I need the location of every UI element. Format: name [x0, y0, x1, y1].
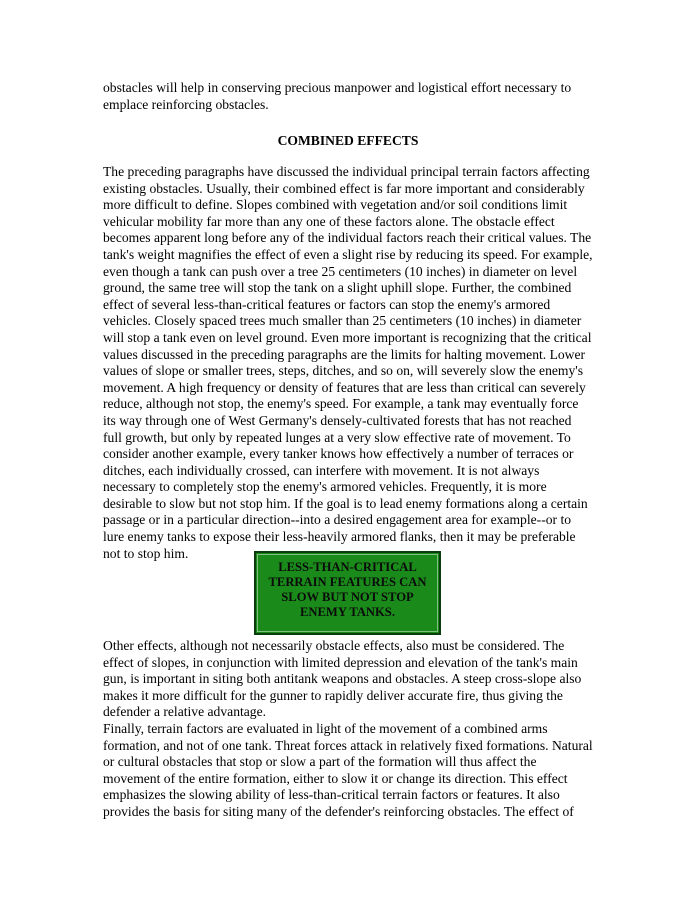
intro-paragraph: obstacles will help in conserving precious manpower and logistical effort necessary to emplace reinforcing obstacles.	[103, 80, 572, 112]
combined-effects-paragraph: The preceding paragraphs have discussed the individual principal terrain factors affecting existing obstacles. Usually, their combined effect is far more important and considerably more difficult to define. Slopes combined with vegetation and/or soil conditions limit vehicular mobility far more than any one of these factors alone. The obstacle effect becomes apparent long before any of the individual factors reach their critical values. The tank's weight magnifies the effect of even a slight rise by reducing its speed. For example, even though a tank can push over a tree 25 centimeters (10 inches) in diameter on level ground, the same tree will stop the tank on a slight uphill slope. Further, the combined effect of several less-than-critical features or factors can stop the enemy's armored vehicles. Closely spaced trees much smaller than 25 centimeters (10 inches) in diameter will stop a tank even on level ground. Even more important is recognizing that the critical values discussed in the preceding paragraphs are the limits for halting movement. Lower values of slope or smaller trees, steps, ditches, and so on, will severely slow the enemy's movement. A high frequency or density of features that are less than critical can severely reduce, although not stop, the enemy's speed. For example, a tank may eventually force its way through one of West Germany's densely-cultivated forests that has not reached full growth, but only by repeated lunges at a very slow effective rate of movement. To consider another example, every tanker knows how effectively a number of terraces or ditches, each individually crossed, can interfere with movement. It is not always necessary to completely stop the enemy's armored vehicles. Frequently, it is more desirable to slow but not stop him. If the goal is to lead enemy formations along a certain passage or in a particular direction--into a desired engagement area for example--or to lure enemy tanks to expose their less-heavily armored flanks, then it may be preferable not to stop him.	[103, 164, 593, 561]
callout-text: LESS-THAN-CRITICAL TERRAIN FEATURES CAN SLOW BUT NOT STOP ENEMY TANKS.	[268, 560, 427, 619]
other-effects-paragraph: Other effects, although not necessarily obstacle effects, also must be considered. The effect of slopes, in conjunction with limited depression and elevation of the tank's main gun, is important in siting both antitank weapons and obstacles. A steep cross-slope also makes it more difficult for the gunner to rapidly deliver accurate fire, thus giving the defender a relative advantage.	[103, 638, 582, 720]
callout-box	[254, 551, 441, 635]
section-heading: COMBINED EFFECTS	[277, 133, 419, 148]
finally-paragraph: Finally, terrain factors are evaluated in light of the movement of a combined arms formation, and not of one tank. Threat forces attack in relatively fixed formations. Natural or cultural obstacles that stop or slow a part of the formation will thus affect the movement of the entire formation, either to slow it or change its direction. This effect emphasizes the slowing ability of less-than-critical terrain factors or features. It also provides the basis for siting many of the defender's reinforcing obstacles. The effect of	[103, 721, 593, 819]
